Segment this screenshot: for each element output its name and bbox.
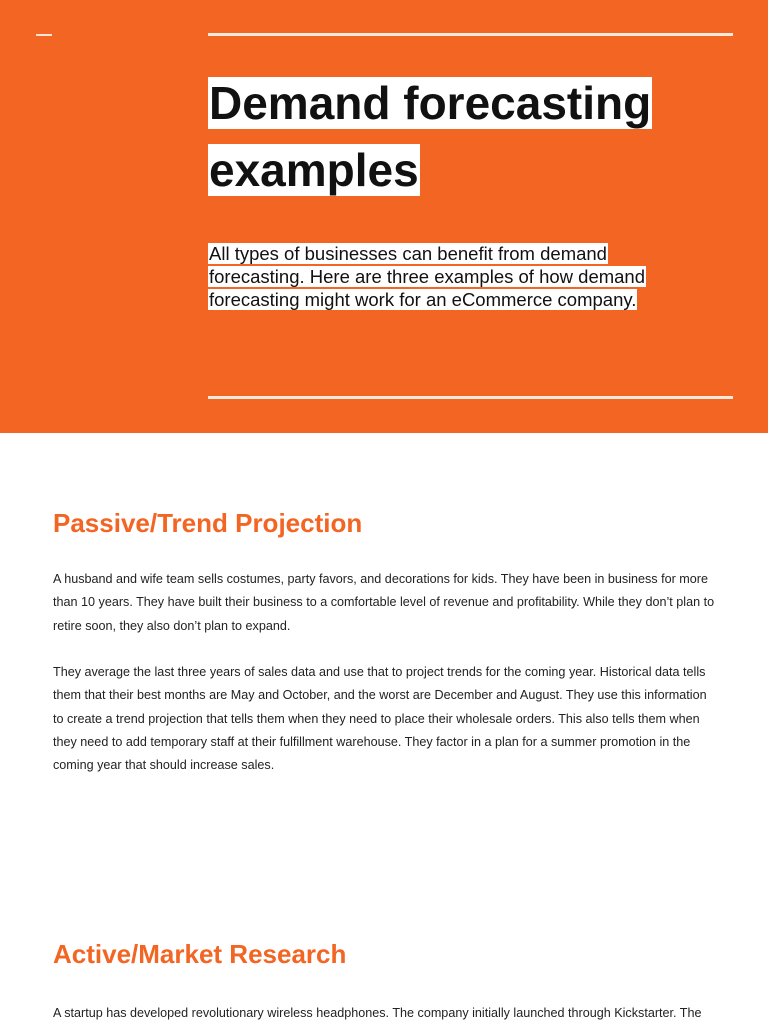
paragraph: A startup has developed revolutionary wireless headphones. The company initially launched through Kickstarter. The xyxy=(53,1006,702,1020)
page-subtitle xyxy=(208,242,678,311)
section-heading: Active/Market Research xyxy=(53,939,347,969)
section-heading: Passive/Trend Projection xyxy=(53,508,363,538)
page-subtitle-text: All types of businesses can benefit from demand forecasting. Here are three examples of how demand forecasting might work for an eCommerce company. xyxy=(209,243,646,310)
paragraph: A husband and wife team sells costumes, party favors, and decorations for kids. They have been in business for more than 10 years. They have built their business to a comfortable level of revenue and profitability. While they don’t plan to retire soon, they also don’t plan to expand. xyxy=(53,572,715,633)
top-divider xyxy=(208,33,733,36)
bottom-divider xyxy=(208,396,733,399)
decorative-dash xyxy=(36,34,52,36)
page-title xyxy=(208,70,688,204)
hero-banner xyxy=(0,0,768,433)
page-title-text: Demand forecasting examples xyxy=(209,77,652,196)
paragraph: They average the last three years of sales data and use that to project trends for the coming year. Historical data tells them that their best months are May and October, and the worst are December and August. They use this information to create a trend projection that tells them when they need to place their wholesale orders. This also tells them when they need to add temporary staff at their fulfillment warehouse. They factor in a plan for a summer promotion in the coming year that should increase sales. xyxy=(53,665,707,773)
